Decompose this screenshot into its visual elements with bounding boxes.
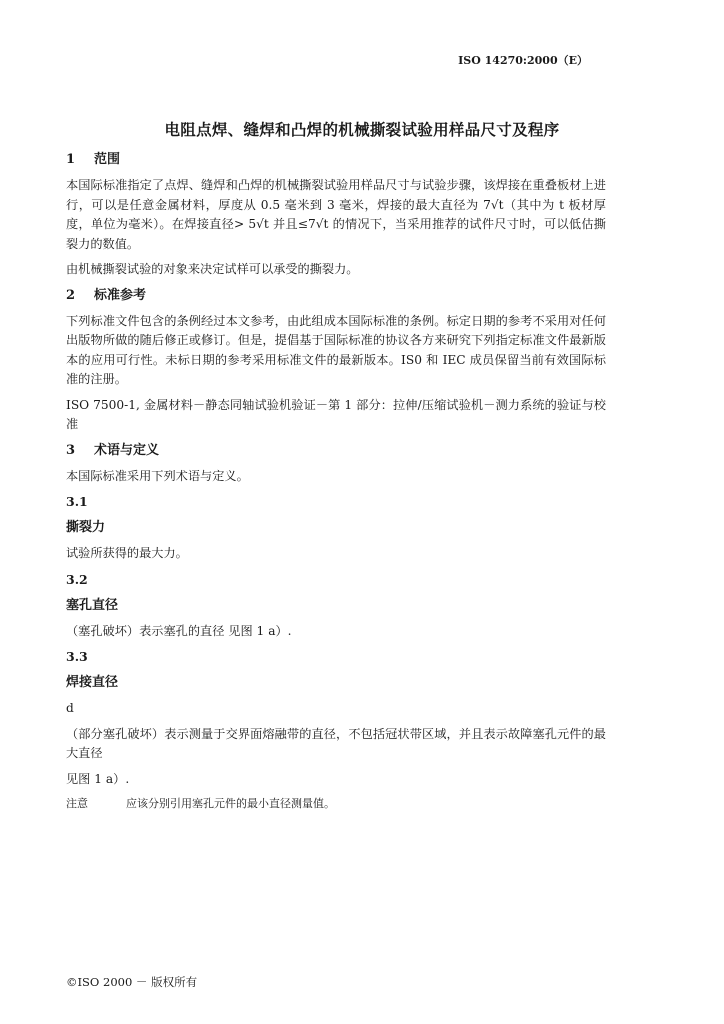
section-number: 2	[66, 287, 76, 303]
term-3-2-number: 3.2	[66, 571, 88, 587]
term-3-3-name: 焊接直径	[66, 675, 119, 690]
section-2-heading	[66, 286, 606, 306]
term-3-1-number: 3.1	[66, 494, 88, 509]
section-number: 1	[66, 152, 76, 167]
note-label: 注意	[66, 797, 88, 810]
scope-paragraph-2: 由机械撕裂试验的对象来决定试样可以承受的撕裂力。	[66, 262, 359, 276]
references-paragraph-1: 下列标准文件包含的条例经过本文参考，由此组成本国际标准的条例。标定日期的参考不采用对任何出版物所做的随后修正或修订。但是，提倡基于国际标准的协议各方来研究下列指定标准文件最新版本的应用可行性。未标日期的参考采用标准文件的最新版本。IS0 和 IEC 成员保留当前有效国际标准的注册。	[66, 313, 606, 386]
scope-paragraph-1: 本国际标准指定了点焊、缝焊和凸焊的机械撕裂试验用样品尺寸与试验步骤，该焊接在重叠板材上进行，可以是任意金属材料，厚度从 0.5 毫米到 3 毫米，焊接的最大直径为 7√t（其中为 t 板材厚度，单位为毫米）。在焊接直径> 5√t 并且≤7√t 的情况下，当采用推荐的试件尺寸时，可以低估撕裂力的数值。	[66, 178, 606, 251]
term-3-3-definition: （部分塞孔破坏）表示测量于交界面熔融带的直径，不包括冠状带区域，并且表示故障塞孔元件的最大直径	[66, 726, 606, 760]
term-3-3-number: 3.3	[66, 649, 88, 664]
terms-intro-paragraph: 本国际标准采用下列术语与定义。	[66, 468, 249, 483]
term-3-3-figure-reference: 见图 1 a）.	[66, 771, 130, 786]
term-3-3-symbol: d	[66, 701, 74, 715]
document-title: 电阻点焊、缝焊和凸焊的机械撕裂试验用样品尺寸及程序	[164, 120, 560, 139]
section-1-heading	[66, 150, 606, 170]
references-paragraph-2: ISO 7500-1, 金属材料－静态同轴试验机验证－第 1 部分：拉伸/压缩试验机－测力系统的验证与校准	[66, 397, 606, 431]
term-3-1-definition: 试验所获得的最大力。	[66, 546, 188, 560]
section-title: 标准参考	[94, 287, 147, 303]
term-3-3-note	[66, 795, 606, 813]
term-3-1-name: 撕裂力	[66, 520, 106, 535]
section-title: 范围	[94, 152, 121, 167]
note-text: 应该分别引用塞孔元件的最小直径测量值。	[126, 797, 335, 810]
section-number: 3	[66, 442, 76, 458]
standard-id-header: ISO 14270:2000（E）	[458, 54, 588, 67]
document-body	[66, 150, 606, 813]
section-title: 术语与定义	[94, 442, 160, 458]
section-3-heading	[66, 441, 606, 461]
copyright-footer: ©ISO 2000 － 版权所有	[66, 975, 198, 989]
term-3-2-name: 塞孔直径	[66, 597, 119, 613]
term-3-2-definition: （塞孔破坏）表示塞孔的直径 见图 1 a）.	[66, 623, 292, 638]
